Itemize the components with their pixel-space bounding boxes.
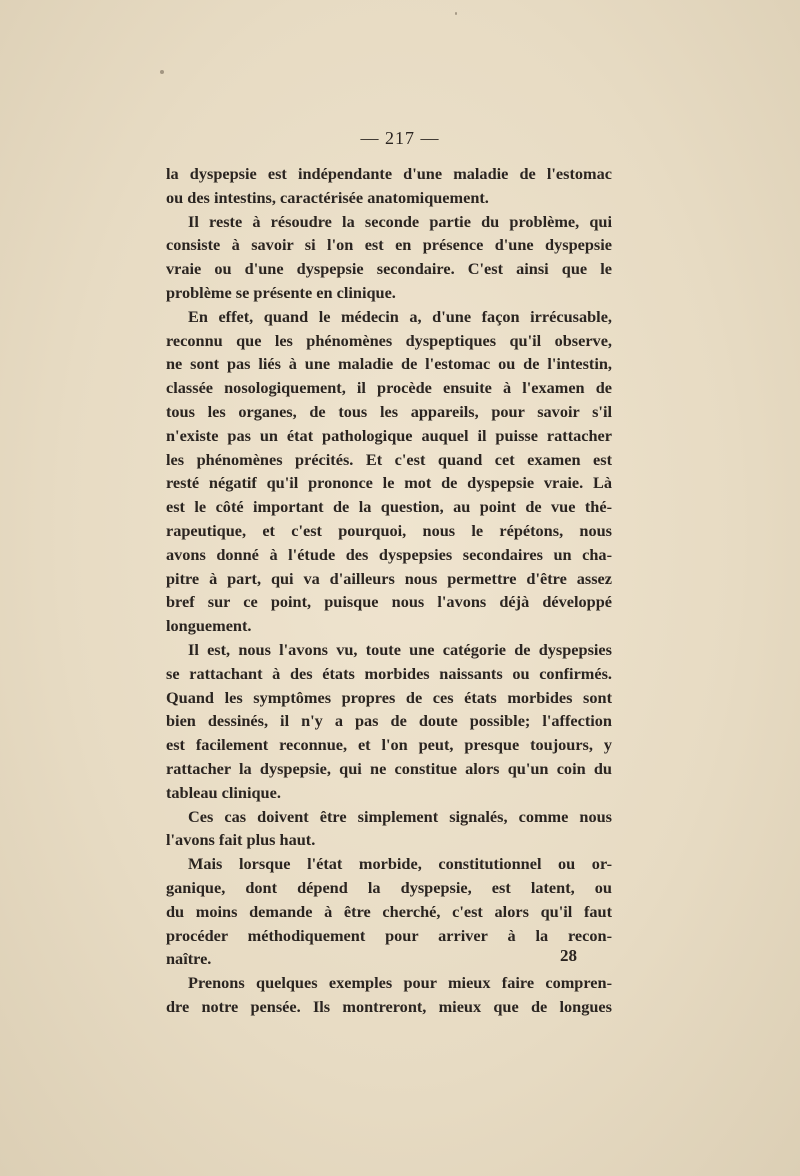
text-line: resté négatif qu'il prononce le mot de dyspepsie vraie. Là bbox=[166, 473, 612, 493]
text-line: ne sont pas liés à une maladie de l'estomac ou de l'intestin, bbox=[166, 354, 612, 374]
text-line: Il reste à résoudre la seconde partie du problème, qui bbox=[188, 211, 612, 231]
text-line: longuement. bbox=[166, 616, 252, 636]
text-line: est le côté important de la question, au point de vue thé- bbox=[166, 497, 612, 517]
text-line: Ces cas doivent être simplement signalés, comme nous bbox=[188, 806, 612, 826]
text-line: rattacher la dyspepsie, qui ne constitue alors qu'un coin du bbox=[166, 758, 612, 778]
text-line: est facilement reconnue, et l'on peut, presque toujours, y bbox=[166, 735, 612, 755]
text-line: l'avons fait plus haut. bbox=[166, 830, 316, 850]
text-line: n'existe pas un état pathologique auquel il puisse rattacher bbox=[166, 425, 612, 445]
text-line: problème se présente en clinique. bbox=[166, 282, 396, 302]
paper-speck bbox=[455, 12, 457, 15]
text-line: rapeutique, et c'est pourquoi, nous le répétons, nous bbox=[166, 520, 612, 540]
text-line: classée nosologiquement, il procède ensuite à l'examen de bbox=[166, 378, 612, 398]
text-line: vraie ou d'une dyspepsie secondaire. C'est ainsi que le bbox=[166, 259, 612, 279]
text-line: tableau clinique. bbox=[166, 782, 281, 802]
text-line: ou des intestins, caractérisée anatomiquement. bbox=[166, 187, 489, 207]
text-line: bien dessinés, il n'y a pas de doute possible; l'affection bbox=[166, 711, 612, 731]
body-text bbox=[166, 162, 612, 1019]
text-line: Quand les symptômes propres de ces états morbides sont bbox=[166, 687, 612, 707]
text-line: bref sur ce point, puisque nous l'avons déjà développé bbox=[166, 592, 612, 612]
text-line: les phénomènes précités. Et c'est quand cet examen est bbox=[166, 449, 612, 469]
text-line: la dyspepsie est indépendante d'une maladie de l'estomac bbox=[166, 164, 612, 183]
text-line: naître. bbox=[166, 949, 212, 969]
signature-mark: 28 bbox=[560, 946, 577, 965]
text-line: Prenons quelques exemples pour mieux faire compren- bbox=[188, 973, 612, 993]
text-line: consiste à savoir si l'on est en présence d'une dyspepsie bbox=[166, 235, 612, 255]
text-line: du moins demande à être cherché, c'est alors qu'il faut bbox=[166, 901, 612, 921]
text-line: procéder méthodiquement pour arriver à la recon- bbox=[166, 925, 612, 945]
text-line: pitre à part, qui va d'ailleurs nous permettre d'être assez bbox=[166, 568, 612, 588]
text-line: se rattachant à des états morbides naissants ou confirmés. bbox=[166, 663, 612, 683]
page-number: — 217 — bbox=[360, 128, 440, 148]
text-line: tous les organes, de tous les appareils, pour savoir s'il bbox=[166, 401, 612, 421]
text-line: avons donné à l'étude des dyspepsies secondaires un cha- bbox=[166, 544, 612, 564]
text-line: Mais lorsque l'état morbide, constitutionnel ou or- bbox=[188, 854, 612, 874]
text-line: Il est, nous l'avons vu, toute une catégorie de dyspepsies bbox=[188, 639, 612, 659]
text-line: ganique, dont dépend la dyspepsie, est latent, ou bbox=[166, 877, 612, 897]
text-line: dre notre pensée. Ils montreront, mieux que de longues bbox=[166, 996, 612, 1016]
text-line: En effet, quand le médecin a, d'une façon irrécusable, bbox=[188, 306, 612, 326]
paper-speck bbox=[160, 70, 164, 74]
text-line: reconnu que les phénomènes dyspeptiques qu'il observe, bbox=[166, 330, 612, 350]
